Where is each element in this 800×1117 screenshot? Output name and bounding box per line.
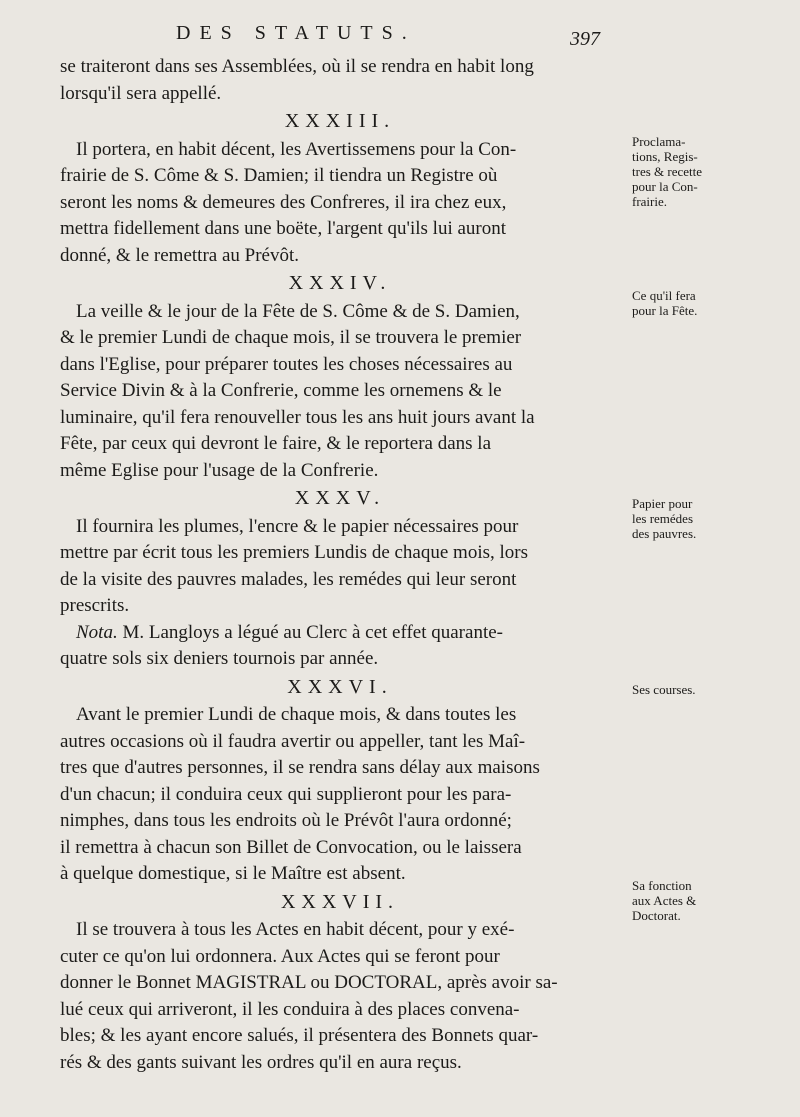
- margin-note-proclamations: [632, 134, 742, 209]
- text-line: il remettra à chacun son Billet de Convocation, ou le laissera: [60, 836, 522, 858]
- body-text: [60, 54, 620, 1076]
- text-line: Il se trouvera à tous les Actes en habit décent, pour y exé-: [76, 919, 515, 940]
- margin-note-line: Doctorat.: [632, 908, 681, 923]
- text-line: de la visite des pauvres malades, les remédes qui leur seront: [60, 568, 517, 590]
- margin-note-line: frairie.: [632, 194, 668, 209]
- margin-note-line: aux Actes &: [632, 893, 697, 908]
- article-heading: XXXVII.: [280, 890, 400, 913]
- article-heading: XXXIII.: [284, 110, 396, 132]
- text-line: Fête, par ceux qui devront le faire, & le reportera dans la: [60, 433, 492, 454]
- text-line: à quelque domestique, si le Maître est absent.: [60, 863, 406, 884]
- article-heading: XXXV.: [294, 487, 386, 509]
- text-line: lué ceux qui arriveront, il les conduira à des places convena-: [60, 998, 520, 1020]
- margin-note-line: Sa fonction: [632, 878, 692, 893]
- text-line: & le premier Lundi de chaque mois, il se trouvera le premier: [60, 327, 522, 348]
- text-line: nimphes, dans tous les endroits où le Prévôt l'aura ordonné;: [60, 810, 512, 831]
- page-number: 397: [570, 28, 600, 50]
- text-line: autres occasions où il faudra avertir ou appeller, tant les Maî-: [60, 730, 526, 752]
- margin-note-line: Papier pour: [632, 496, 693, 511]
- text-line: donner le Bonnet MAGISTRAL ou DOCTORAL, après avoir sa-: [60, 972, 558, 993]
- nota-label: Nota.: [76, 621, 118, 643]
- text-line: rés & des gants suivant les ordres qu'il en aura reçus.: [60, 1051, 462, 1073]
- text-line: donné, & le remettra au Prévôt.: [60, 244, 300, 266]
- margin-note-line: pour la Con-: [632, 179, 698, 194]
- article-heading: XXXVI.: [287, 675, 393, 698]
- text-line: lorsqu'il sera appellé.: [60, 82, 222, 104]
- margin-note-line: des pauvres.: [632, 526, 697, 541]
- article-heading: XXXIV.: [288, 272, 392, 294]
- margin-note-line: tres & recette: [632, 164, 703, 179]
- margin-note-line: pour la Fête.: [632, 303, 698, 318]
- margin-note-line: les remédes: [632, 511, 694, 526]
- text-line: même Eglise pour l'usage de la Confrerie.: [60, 459, 379, 481]
- nota-line: [60, 620, 620, 647]
- nota-text: M. Langloys a légué au Clerc à cet effet quarante-: [122, 621, 503, 643]
- margin-note-courses: [632, 682, 742, 697]
- running-head: DES STATUTS.: [176, 22, 416, 44]
- text-line: La veille & le jour de la Fête de S. Côme & de S. Damien,: [76, 300, 520, 322]
- margin-note-line: Proclama-: [632, 134, 686, 149]
- margin-note-fete: [632, 288, 742, 318]
- margin-note-line: Ses courses.: [632, 682, 696, 697]
- margin-note-actes: [632, 878, 742, 923]
- text-line: dans l'Eglise, pour préparer toutes les choses nécessaires au: [60, 353, 513, 375]
- text-line: prescrits.: [60, 595, 130, 616]
- text-line: quatre sols six deniers tournois par année.: [60, 648, 379, 669]
- text-line: se traiteront dans ses Assemblées, où il se rendra en habit long: [60, 56, 534, 77]
- text-line: Service Divin & à la Confrerie, comme les ornemens & le: [60, 380, 502, 401]
- text-line: mettre par écrit tous les premiers Lundis de chaque mois, lors: [60, 542, 529, 563]
- margin-note-line: Ce qu'il fera: [632, 288, 696, 303]
- text-line: mettra fidellement dans une boëte, l'argent qu'ils lui auront: [60, 218, 507, 239]
- text-line: d'un chacun; il conduira ceux qui supplieront pour les para-: [60, 783, 512, 805]
- text-line: Il fournira les plumes, l'encre & le papier nécessaires pour: [76, 515, 519, 537]
- text-line: bles; & les ayant encore salués, il présentera des Bonnets quar-: [60, 1025, 539, 1046]
- text-line: seront les noms & demeures des Confreres, il ira chez eux,: [60, 191, 507, 213]
- text-line: luminaire, qu'il fera renouveller tous les ans huit jours avant la: [60, 406, 535, 428]
- text-line: tres que d'autres personnes, il se rendra sans délay aux maisons: [60, 757, 540, 778]
- text-line: Il portera, en habit décent, les Avertissemens pour la Con-: [76, 138, 517, 160]
- text-line: cuter ce qu'on lui ordonnera. Aux Actes qui se feront pour: [60, 945, 500, 967]
- text-line: Avant le premier Lundi de chaque mois, & dans toutes les: [76, 704, 517, 725]
- margin-note-line: tions, Regis-: [632, 149, 698, 164]
- margin-note-papier: [632, 496, 742, 541]
- text-line: frairie de S. Côme & S. Damien; il tiendra un Registre où: [60, 165, 498, 186]
